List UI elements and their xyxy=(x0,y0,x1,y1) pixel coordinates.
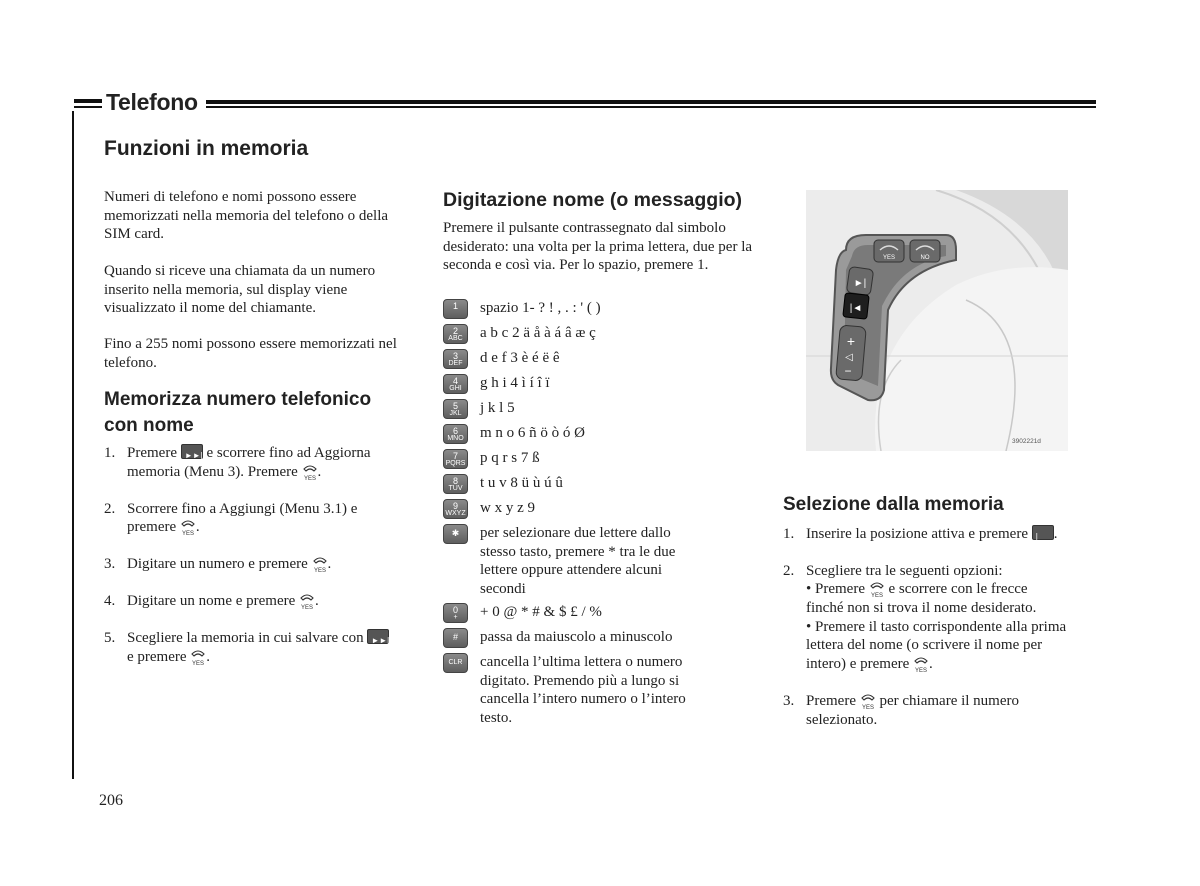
select-step-2 xyxy=(783,562,1103,674)
phone-yes-icon xyxy=(860,693,876,711)
key-star-icon: ✱ xyxy=(443,524,468,544)
key-3-chars: d e f 3 è é ë ê xyxy=(480,350,560,366)
step-text: Scegliere tra le seguenti opzioni: xyxy=(806,562,1003,579)
step-text: premere xyxy=(127,519,177,535)
select-step-3 xyxy=(783,692,1103,730)
step-text: Digitare un nome e premere xyxy=(127,593,296,609)
step-text: Scegliere la memoria in cui salvare con xyxy=(127,630,364,646)
key-hash-description: passa da maiuscolo a minuscolo xyxy=(480,629,673,645)
key-5-chars: j k l 5 xyxy=(480,400,515,416)
steering-wheel-controls-illustration xyxy=(806,190,1068,451)
store-step-4 xyxy=(104,592,414,611)
store-step-3 xyxy=(104,555,414,574)
svg-text:YES: YES xyxy=(882,255,896,261)
select-steps xyxy=(783,525,1103,729)
key-2-chars: a b c 2 ä å à á â æ ç xyxy=(480,325,596,341)
key-clr-description xyxy=(480,653,686,727)
phone-yes-icon xyxy=(190,649,206,667)
key-star-text-line: stesso tasto, premere * tra le due xyxy=(480,543,676,560)
store-step-2 xyxy=(104,500,414,538)
key-8-chars: t u v 8 ü ù ú û xyxy=(480,475,563,491)
select-step-1 xyxy=(783,525,1103,560)
step-text: finché non si trova il nome desiderato. xyxy=(806,600,1037,616)
store-step-5 xyxy=(104,629,414,667)
select-heading: Selezione dalla memoria xyxy=(783,494,1004,515)
entry-text: Premere il pulsante contrassegnato dal simbolo desiderato: una volta per la prima lettera, due per la seconda e così via. Per lo spazio, premere 1. xyxy=(443,220,753,273)
step-text: e scorrere fino ad Aggiorna xyxy=(206,445,371,461)
key-3-icon: 3 DEF xyxy=(443,349,468,369)
key-9-chars: w x y z 9 xyxy=(480,500,535,516)
key-0-chars: + 0 @ * # & $ £ / % xyxy=(480,604,602,620)
step-text: per chiamare il numero xyxy=(879,692,1020,709)
step-text: . xyxy=(929,655,933,672)
svg-text:◁: ◁ xyxy=(845,352,853,363)
page-title: Funzioni in memoria xyxy=(104,137,309,160)
step-text: . xyxy=(1053,526,1058,542)
step-number: 2. xyxy=(783,562,795,579)
svg-text:YES: YES xyxy=(192,660,205,667)
store-heading-line-1: Memorizza numero telefonico xyxy=(104,389,372,410)
store-step-1 xyxy=(104,444,414,482)
page-number: 206 xyxy=(99,792,123,809)
step-text: Premere xyxy=(806,692,856,709)
key-4-chars: g h i 4 ì í î ï xyxy=(480,375,550,391)
step-number: 1. xyxy=(783,526,795,542)
key-4-icon: 4 GHI xyxy=(443,374,468,394)
header-rule-right xyxy=(206,100,1096,104)
key-8-icon: 8 TUV xyxy=(443,474,468,494)
key-hash-icon: # xyxy=(443,628,468,648)
previous-track-button-icon: |◄◄ xyxy=(1032,525,1054,540)
step-text: Premere xyxy=(127,445,177,461)
page-header-title: Telefono xyxy=(106,89,198,115)
key-clr-text-line: testo. xyxy=(480,709,513,726)
step-text: . xyxy=(315,593,319,609)
step-text: selezionato. xyxy=(806,711,878,728)
step-number: 5. xyxy=(104,630,116,646)
key-star-text-line: per selezionare due lettere dallo xyxy=(480,525,671,541)
key-star-text-line: lettere oppure attendere alcuni xyxy=(480,562,662,578)
key-2-icon: 2 ABC xyxy=(443,324,468,344)
step-text: Scorrere fino a Aggiungi (Menu 3.1) e xyxy=(127,500,358,517)
svg-text:+: + xyxy=(846,333,856,349)
key-clr-text-line: cancella l’ultima lettera o numero xyxy=(480,654,683,670)
svg-text:YES: YES xyxy=(301,605,314,611)
phone-yes-icon xyxy=(302,464,318,482)
key-clr-text-line: digitato. Premendo più a lungo si xyxy=(480,672,680,689)
step-text: . xyxy=(317,463,322,480)
svg-text:−: − xyxy=(844,364,852,378)
step-number: 2. xyxy=(104,500,116,517)
step-text: Inserire la posizione attiva e premere xyxy=(806,526,1028,542)
key-9-icon: 9 WXYZ xyxy=(443,499,468,519)
step-text: . xyxy=(195,519,200,535)
step-text: intero) e premere xyxy=(806,655,910,672)
store-heading-line-2: con nome xyxy=(104,415,194,436)
step-text: memoria (Menu 3). Premere xyxy=(127,463,298,480)
margin-rule xyxy=(72,111,74,779)
option-2-end xyxy=(806,655,1103,674)
step-number: 3. xyxy=(783,692,795,709)
phone-yes-icon xyxy=(869,581,885,599)
step-text: . xyxy=(206,648,211,665)
header-rule-left xyxy=(74,99,102,103)
svg-text:YES: YES xyxy=(870,593,883,599)
entry-heading: Digitazione nome (o messaggio) xyxy=(443,189,743,211)
intro-paragraph-3: Fino a 255 nomi possono essere memorizzati nel telefono. xyxy=(104,336,397,371)
key-star-description xyxy=(480,524,675,598)
svg-text:YES: YES xyxy=(313,568,326,574)
svg-text:|◄: |◄ xyxy=(849,303,863,314)
step-text: • Premere xyxy=(806,581,865,597)
store-heading xyxy=(104,387,414,439)
step-text: • Premere il tasto corrispondente alla prima xyxy=(806,618,1067,635)
key-1-chars: spazio 1- ? ! , . : ' ( ) xyxy=(480,300,601,316)
key-6-icon: 6 MNO xyxy=(443,424,468,444)
key-clr-text-line: cancella l’intero numero o l’intero xyxy=(480,691,686,707)
svg-text:NO: NO xyxy=(920,255,930,261)
option-1 xyxy=(806,580,1103,599)
key-5-icon: 5 JKL xyxy=(443,399,468,419)
step-text: e scorrere con le frecce xyxy=(888,581,1028,597)
step-text: e premere xyxy=(127,648,187,665)
header-rule-left-thin xyxy=(74,106,102,108)
step-text: lettera del nome (o scrivere il nome per xyxy=(806,637,1043,653)
intro-paragraph-2: Quando si riceve una chiamata da un numero inserito nella memoria, sul display viene visualizzato il nome del chiamante. xyxy=(104,263,376,316)
next-track-button-icon: ►►| xyxy=(367,629,389,644)
key-7-icon: 7 PQRS xyxy=(443,449,468,469)
step-text: . xyxy=(327,556,332,572)
svg-text:YES: YES xyxy=(303,475,316,482)
key-star-text-line: secondi xyxy=(480,580,526,597)
key-6-chars: m n o 6 ñ ö ò ó Ø xyxy=(480,425,585,441)
key-0-icon: 0 + xyxy=(443,603,468,623)
key-7-chars: p q r s 7 ß xyxy=(480,450,540,466)
phone-yes-icon xyxy=(913,656,929,674)
phone-yes-icon xyxy=(180,519,196,537)
intro-paragraph-1: Numeri di telefono e nomi possono essere memorizzati nella memoria del telefono o della SIM card. xyxy=(104,189,389,242)
svg-text:YES: YES xyxy=(181,531,194,537)
key-clr-icon: CLR xyxy=(443,653,468,673)
phone-yes-icon xyxy=(299,593,315,611)
step-number: 1. xyxy=(104,445,116,461)
next-track-button-icon: ►►| xyxy=(181,444,203,459)
header-rule-right-thin xyxy=(206,106,1096,108)
svg-text:3902221d: 3902221d xyxy=(1012,438,1041,445)
store-steps xyxy=(104,444,414,667)
phone-yes-icon xyxy=(312,556,328,574)
step-text: Digitare un numero e premere xyxy=(127,556,308,572)
key-1-icon: 1 xyxy=(443,299,468,319)
svg-text:►|: ►| xyxy=(853,278,867,289)
step-number: 3. xyxy=(104,556,116,572)
svg-text:YES: YES xyxy=(915,667,928,674)
step-number: 4. xyxy=(104,593,116,609)
svg-text:YES: YES xyxy=(861,704,874,711)
